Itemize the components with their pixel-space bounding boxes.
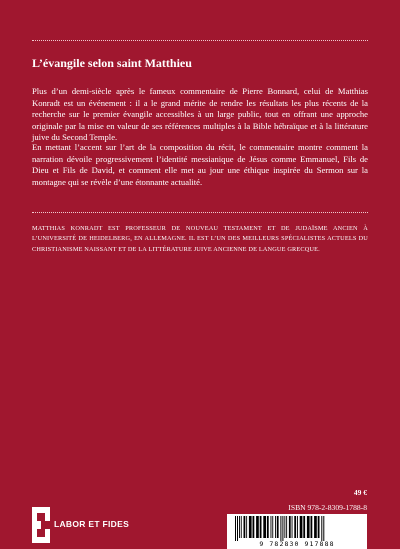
barcode-bar xyxy=(280,516,281,541)
labor-et-fides-logo-icon xyxy=(32,507,50,543)
barcode-bar xyxy=(256,516,259,538)
barcode-bar xyxy=(297,516,298,538)
barcode-bar xyxy=(294,516,296,538)
barcode-digits: 9 782830 917888 xyxy=(259,540,335,548)
barcode-bar xyxy=(244,516,246,538)
summary-paragraph-2: En mettant l’accent sur l’art de la composition du récit, le commentaire montre comment la narration dévoile progressivement l’identité messianique de Jésus comme Emmanuel, Fils de Dieu et Fils de David, et comment elle met au jour une éthique inspirée du Sermon sur la montagne qui se révèle d’une étonnante actualité. xyxy=(32,142,368,187)
middle-divider xyxy=(32,212,368,213)
publisher-name: LABOR ET FIDES xyxy=(54,519,130,529)
publisher-logo xyxy=(32,507,142,543)
barcode-bar xyxy=(235,516,236,541)
barcode-bar xyxy=(292,516,293,538)
barcode-bar xyxy=(263,516,266,538)
barcode-bar xyxy=(272,516,273,538)
barcode-bar xyxy=(318,516,320,538)
barcode-bar xyxy=(284,516,285,538)
barcode-bar xyxy=(246,516,247,538)
barcode-bar xyxy=(323,516,324,541)
barcode-bar xyxy=(271,516,272,538)
barcode xyxy=(227,514,367,549)
barcode-bar xyxy=(237,516,238,541)
barcode-bar xyxy=(286,516,287,538)
barcode-bar xyxy=(275,516,276,538)
barcode-bar xyxy=(260,516,262,538)
barcode-bar xyxy=(277,516,279,538)
price: 49 € xyxy=(353,488,367,497)
barcode-bar xyxy=(311,516,313,538)
isbn: ISBN 978-2-8309-1788-8 xyxy=(288,503,367,512)
barcode-bars xyxy=(227,514,367,541)
barcode-bar xyxy=(249,516,252,538)
barcode-bar xyxy=(239,516,240,538)
author-bio: MATTHIAS KONRADT EST PROFESSEUR DE NOUVEAU TESTAMENT ET DE JUDAÏSME ANCIEN À L’UNIVERSITÉ DE HEIDELBERG, EN ALLEMAGNE. IL EST L’UN DES MEILLEURS SPÉCIALISTES ACTUELS DU CHRISTIANISME NAISSANT ET DE LA LITTÉRATURE JUIVE ANCIENNE DE LANGUE GRECQUE. xyxy=(32,225,368,253)
top-divider xyxy=(32,40,368,41)
summary-paragraph-1: Plus d’un demi-siècle après le fameux commentaire de Pierre Bonnard, celui de Matthias Konradt est un événement : il a le grand mérite de rendre les résultats les plus récents de la recherche sur le premier évangile accessibles à un large public, tout en offrant une approche originale par la mise en valeur de ses références multiples à la Bible hébraïque et à la littérature juive du Second Temple. xyxy=(32,86,368,142)
barcode-bar xyxy=(314,516,317,538)
barcode-bar xyxy=(253,516,255,538)
book-title: L’évangile selon saint Matthieu xyxy=(32,56,192,70)
barcode-bar xyxy=(241,516,242,538)
barcode-bar xyxy=(307,516,310,538)
barcode-bar xyxy=(267,516,269,538)
barcode-bar xyxy=(321,516,322,541)
barcode-bar xyxy=(282,516,283,541)
barcode-bar xyxy=(300,516,303,538)
barcode-bar xyxy=(289,516,291,538)
barcode-bar xyxy=(303,516,305,538)
